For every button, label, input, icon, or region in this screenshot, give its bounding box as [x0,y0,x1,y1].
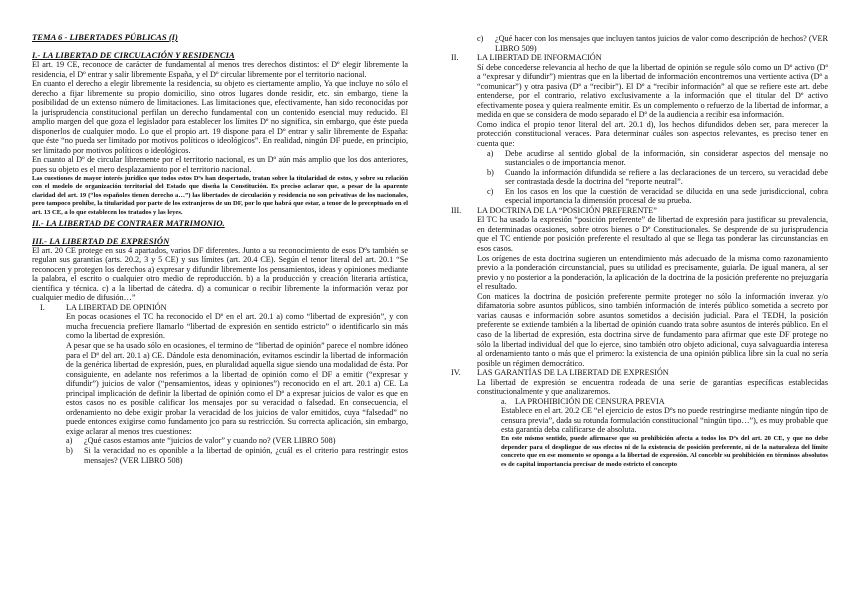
paragraph: A pesar que se ha usado sólo en ocasiones, el termino de “libertad de opinión” parece el nombre idóneo para el Dº del art. 20.1 a) CE. Dándole esta denominación, evitamos escindir la libertad de información de la genérica libertad de expresión, pues, en pluralidad aquella sigue siendo una modalidad de ésta. Por consiguiente, en adelante nos referimos a la libertad de opinión como el DF a emitir (“expresar y difundir”) juicios de valor (“pensamientos, ideas y opiniones”) reconocido en el art. 20.1 a) CE. La principal implicación de definir la libertad de opinión como el Dº a expresar juicios de valor es que en estos casos no es posible calificar los mensajes por su veracidad o falsedad. En consecuencia, el ordenamiento no debe exigir probar la veracidad de los juicios de valor emitidos, cuya “falsedad” no puede entonces exigirse como fundamento jco para su restricción. Su correcta aplicación, sin embargo, exige aclarar al menos tres cuestiones: [66,341,408,436]
paragraph: En cuanto el derecho a elegir libremente la residencia, su objeto es ciertamente amplio, Ya que incluye no sólo el derecho a fijar libremente su propio domicilio, sino otros lugares donde residir, etc. sin embargo, tiene la posibilidad de un extenso número de limitaciones. Las limitaciones que, efectivamente, han sido reconocidas por la jurisprudencia constitucional perfilan un derecho fundamental con un contenido esencial muy reducido. El amplio margen del que goza el legislador para establecer los límites Dº no significa, sin embargo, que éste pueda disponerlos de cualquier modo. Lo que el propio art. 19 dispone para el Dº entrar y salir libremente de España: que éste “no pueda ser limitado por motivos políticos o ideológicos”. En realidad, ningún DF puede, en principio, ser limitado por motivos políticos o ideológicos. [32,79,408,155]
right-column [443,34,828,579]
paragraph: Establece en el art. 20.2 CE “el ejercicio de estos Dºs no puede restringirse mediante ningún tipo de censura previa”, dada su rotunda formulación constitucional “ningún tipo…”), es muy probable que esta garantía deba calificarse de absoluta. [501,406,828,435]
document-title: TEMA 6 - LIBERTADES PÚBLICAS (I) [32,32,178,42]
list-item [66,446,408,465]
paragraph: En cuanto al Dº de circular libremente por el territorio nacional, es un Dº aún más amplio que los dos anteriores, pues su objeto es el mero desplazamiento por el territorio nacional. [32,155,408,175]
list-text: Debe acudirse al sentido global de la información, sin considerar aspectos del mensaje no sustanciales o de importancia menor. [505,148,828,168]
roman-number: I. [40,302,45,312]
roman-body [443,378,828,397]
list-text: Si la veracidad no es oponible a la libertad de opinión, ¿cuál es el criterio para restringir estos mensajes? (VER LIBRO 508) [84,446,408,465]
paragraph: En pocas ocasiones el TC ha reconocido el Dº en el art. 20.1 a) como “libertad de expresión”, y con mucha frecuencia prefiere llamarlo “libertad de expresión en sentido estricto” o identificarlo sin más como la libertad de expresión. [66,312,408,341]
sub-body [443,406,828,469]
list-item [477,168,828,187]
roman-number: IV. [451,368,461,378]
paragraph: Como indica el propio tenor literal del art. 20.1 d), los hechos difundidos deben ser, para merecer la protección constitucional veraces. Para determinar cuáles son aspectos relevantes, es preciso tener en cuenta que: [477,119,828,149]
list-letter: b) [66,446,73,456]
list-text: Cuando la información difundida se refiere a las declaraciones de un tercero, su veracidad debe ser contrastada desde la doctrina del “reporte neutral”. [505,167,828,187]
list-text: ¿Qué casos estamos ante “juicios de valor” y cuando no? (VER LIBRO 508) [84,436,336,446]
sub-heading [443,397,828,407]
roman-heading [32,303,408,313]
list-letter: b) [487,167,494,177]
list-text: ¿Qué hacer con los mensajes que incluyen tantos juicios de valor como descripción de hechos? (VER LIBRO 509) [495,34,828,53]
list-letter: a) [66,436,73,446]
section-heading: III.- LA LIBERTAD DE EXPRESIÓN [32,235,170,246]
roman-heading [443,368,828,378]
paragraph: La libertad de expresión se encuentra rodeada de una serie de garantías específicas establecidas constitucionalmente y que analizaremos. [477,377,828,397]
paragraph: Sí debe concederse relevancia al hecho de que la libertad de opinión se regule sólo como un Dº activo (Dº a “expresar y difundir”) mientras que en la libertad de información encontremos una vertiente activa (Dº a “comunicar”) y otra pasiva (Dº a “recibir”). El Dº a “recibir información” al que se refiere este art. debe entenderse, por el contrario, relativo exclusivamente a la información que el titular del Dº activo efectivamente posea y quiera realmente emitir. Es un complemento o refuerzo de la libertad de informar, a medida en que se considera de modo separado el Dº de la audiencia a recibir esa información. [477,62,828,120]
paragraph: Con matices la doctrina de posición preferente permite proteger no sólo la información inveraz y/o difamatoria sobre asuntos públicos, sino también información de interés público sometida a secreto por varias causas e información sobre asuntos sometidos a decisión judicial. Para el TEDH, la posición preferente se extiende también a la libertad de opinión cuando trata sobre asuntos de interés público. En el caso de la libertad de expresión, esta doctrina sirve de fundamento para afirmar que este DF protege no sólo la libertad individual del que lo ejerce, sino también otro objeto adicional, cuya salvaguardia interesa al ordenamiento tanto o más que el primero: la existencia de una opinión pública libre sin la cual no sería posible un régimen democrático. [477,291,828,368]
list-letter: c) [477,34,484,43]
roman-title: LA LIBERTAD DE OPINIÓN [66,302,167,312]
roman-heading [443,206,828,216]
left-column [32,32,408,577]
roman-title: LAS GARANTÍAS DE LA LIBERTAD DE EXPRESIÓN [477,368,669,378]
list-item [477,149,828,168]
roman-title: LA DOCTRINA DE LA “POSICIÓN PREFERENTE” [477,205,657,215]
list-text: En los casos en los que la cuestión de veracidad se dilucida en una sede jurisdiccional, cobra especial importancia la dimensión procesal de su prueba. [505,186,828,206]
sub-title: LA PROHIBICIÓN DE CENSURA PREVIA [515,396,665,406]
small-note: Las cuestiones de mayor interés jurídico que todos estos Dºs han despertado, tratan sobre la titularidad de estos, y sobre su relación con el modelo de organización territorial del Estado que diseña la Constitución. Es preciso aclarar que, a pesar de la aparente claridad del art. 19 (“los españoles tienen derecho a…”) las libertades de circulación y residencia no son privativas de los nacionales, pero tampoco prohíbe, la titularidad por parte de los extranjeros de un DF, por lo que habrá que estar, a tenor de lo preceptuado en el art. 13 CE, a lo que establecen los tratados y las leyes. [32,174,408,216]
list-item [477,187,828,206]
paragraph: El TC ha usado la expresión “posición preferente” de libertad de expresión para justificar su prevalencia, en determinadas ocasiones, sobre otros bienes o Dº Constitucionales. Se desprende de su jurisprudencia que el TC entiende por posición preferente el resultado al que se llega tas ponderar las circunstancias en esos casos. [477,215,828,254]
roman-title: LA LIBERTAD DE INFORMACIÓN [477,53,602,63]
small-note: En este mismo sentido, puede afirmarse que su prohibición afecta a todos los Dºs del art. 20 CE, y que no debe depender para el despliegue de sus efectos ni de la existencia de posición preferente, ni de la naturaleza del límite concreto que en ese momento se oponga a la libertad de expresión. Al conceblr su prohibición en términos absolutos es de capital importancia precisar de modo estricto el concepto [501,434,828,468]
roman-body [32,312,408,465]
sub-letter: a. [501,396,507,406]
paragraph: El art. 20 CE protege en sus 4 apartados, varios DF diferentes. Junto a su reconocimiento de esos Dºs también se regulan sus garantías (arts. 20.2, 3 y 5 CE) y sus límites (art. 20.4 CE). Según el tenor literal del art. 20.1 “Se reconocen y protegen los derechos a) expresar y difundir libremente los pensamientos, ideas y opiniones mediante la palabra, el escrito o cualquier otro medio de reproducción. b) a la producción y creación literaria artística, científica y técnica. c) a la libertad de cátedra. d) a comunicar o recibir libremente la información veraz por cualquier medio de difusión…” [32,245,408,303]
continued-list [443,34,828,53]
list-letter: c) [487,186,494,196]
list-item [477,34,828,53]
roman-number: II. [451,53,459,63]
roman-body [443,63,828,206]
paragraph: El art. 19 CE, reconoce de carácter de fundamental al menos tres derechos distintos: el Dº elegir libremente la residencia, el Dº entrar y salir libremente España, y el Dº circular libremente por el territorio nacional. [32,60,408,79]
roman-number: III. [451,205,462,215]
roman-heading [443,53,828,63]
list-letter: a) [487,148,494,158]
section-heading: I.- LA LIBERTAD DE CIRCULACIÓN Y RESIDENCIA [32,50,235,60]
list-item [66,436,408,446]
paragraph: Los orígenes de esta doctrina sugieren un entendimiento más adecuado de la misma como razonamiento previo a la ponderación circunstancial, pues su utilidad es precisamente, guiarla. De igual manera, al ser previo y no posterior a la ponderación, la aplicación de la doctrina de la posición preferente no prejuzgaría el resultado. [477,253,828,292]
roman-body [443,215,828,368]
section-heading: II.- LA LIBERTAD DE CONTRAER MATRIMONIO. [32,217,225,228]
